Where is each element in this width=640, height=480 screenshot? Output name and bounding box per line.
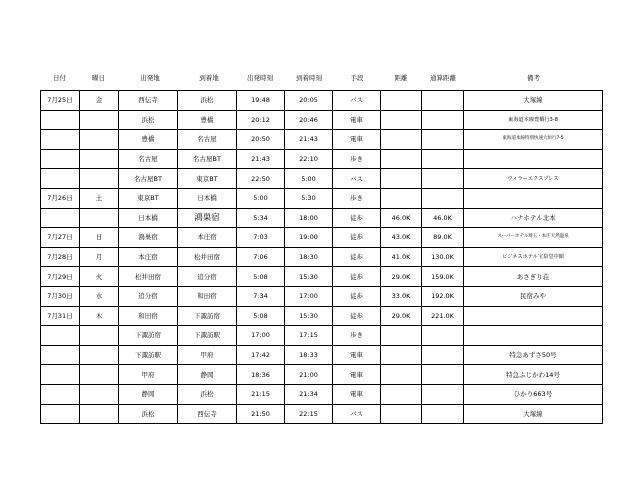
mode-cell: 電車 xyxy=(333,345,381,365)
distance-cell: 46.0K xyxy=(381,208,422,228)
arrive-time-cell: 15:30 xyxy=(285,267,333,287)
distance-cell: 29.0K xyxy=(381,306,422,326)
table-row xyxy=(41,188,603,208)
distance-cell xyxy=(381,404,422,424)
to-cell: 和田宿 xyxy=(178,286,237,306)
distance-cell xyxy=(381,365,422,385)
day-cell xyxy=(80,208,119,228)
mode-cell: 歩き xyxy=(333,188,381,208)
arrive-time-cell: 18:33 xyxy=(285,345,333,365)
total-distance-cell xyxy=(422,326,464,346)
distance-cell xyxy=(381,149,422,169)
arrive-time-cell: 20:46 xyxy=(285,110,333,130)
distance-cell xyxy=(381,188,422,208)
total-distance-cell: 130.0K xyxy=(422,247,464,267)
from-cell: 甲府 xyxy=(119,365,178,385)
remark-cell: ビジネスホテル宝泉堂中館 xyxy=(464,247,603,267)
remark-cell: 東海道本線特別快速大垣行7-5 xyxy=(464,130,603,150)
arrive-time-cell: 21:00 xyxy=(285,365,333,385)
date-cell: 7月31日 xyxy=(41,306,80,326)
date-cell xyxy=(41,404,80,424)
to-cell: 名古屋 xyxy=(178,130,237,150)
itinerary-table xyxy=(40,90,603,424)
arrive-time-cell: 5:30 xyxy=(285,188,333,208)
header-date: 日付 xyxy=(53,74,66,82)
distance-cell xyxy=(381,384,422,404)
to-cell: 鴻巣宿 xyxy=(178,208,237,228)
table-row xyxy=(41,384,603,404)
date-cell: 7月27日 xyxy=(41,228,80,248)
day-cell: 金 xyxy=(80,91,119,111)
date-cell xyxy=(41,345,80,365)
date-cell xyxy=(41,149,80,169)
from-cell: 和田宿 xyxy=(119,306,178,326)
total-distance-cell xyxy=(422,345,464,365)
to-cell: 東京BT xyxy=(178,169,237,189)
date-cell: 7月29日 xyxy=(41,267,80,287)
table-row xyxy=(41,404,603,424)
depart-time-cell: 18:36 xyxy=(237,365,285,385)
from-cell: 松井田宿 xyxy=(119,267,178,287)
distance-cell xyxy=(381,130,422,150)
remark-cell: ハナホテル北本 xyxy=(464,208,603,228)
depart-time-cell: 7:34 xyxy=(237,286,285,306)
remark-cell: ひかり663号 xyxy=(464,384,603,404)
itinerary-body xyxy=(41,91,603,424)
header-row xyxy=(40,73,602,83)
from-cell: 浜松 xyxy=(119,110,178,130)
mode-cell: 電車 xyxy=(333,110,381,130)
day-cell xyxy=(80,169,119,189)
arrive-time-cell: 22:10 xyxy=(285,149,333,169)
arrive-time-cell: 17:00 xyxy=(285,286,333,306)
arrive-time-cell: 19:00 xyxy=(285,228,333,248)
table-row xyxy=(41,149,603,169)
day-cell xyxy=(80,384,119,404)
mode-cell: 徒歩 xyxy=(333,228,381,248)
mode-cell: 徒歩 xyxy=(333,286,381,306)
to-cell: 名古屋BT xyxy=(178,149,237,169)
date-cell xyxy=(41,208,80,228)
day-cell xyxy=(80,130,119,150)
depart-time-cell: 17:00 xyxy=(237,326,285,346)
to-cell: 日本橋 xyxy=(178,188,237,208)
mode-cell: バス xyxy=(333,169,381,189)
from-cell: 浜松 xyxy=(119,404,178,424)
total-distance-cell xyxy=(422,365,464,385)
from-cell: 名古屋BT xyxy=(119,169,178,189)
distance-cell xyxy=(381,91,422,111)
arrive-time-cell: 5:00 xyxy=(285,169,333,189)
to-cell: 下諏訪宿 xyxy=(178,306,237,326)
depart-time-cell: 5:00 xyxy=(237,188,285,208)
remark-cell: 大塚線 xyxy=(464,91,603,111)
to-cell: 松井田宿 xyxy=(178,247,237,267)
total-distance-cell xyxy=(422,91,464,111)
header-to: 到着地 xyxy=(199,74,219,82)
arrive-time-cell: 22:15 xyxy=(285,404,333,424)
date-cell xyxy=(41,384,80,404)
table-row xyxy=(41,365,603,385)
table-row xyxy=(41,306,603,326)
remark-cell xyxy=(464,306,603,326)
depart-time-cell: 5:08 xyxy=(237,306,285,326)
date-cell xyxy=(41,169,80,189)
total-distance-cell: 89.0K xyxy=(422,228,464,248)
header-mode: 手段 xyxy=(350,74,364,82)
date-cell: 7月25日 xyxy=(41,91,80,111)
remark-cell: ウィラーエクスプレス xyxy=(464,169,603,189)
mode-cell: 歩き xyxy=(333,149,381,169)
day-cell xyxy=(80,326,119,346)
table-row xyxy=(41,286,603,306)
depart-time-cell: 5:08 xyxy=(237,267,285,287)
depart-time-cell: 21:50 xyxy=(237,404,285,424)
mode-cell: 徒歩 xyxy=(333,247,381,267)
arrive-time-cell: 20:05 xyxy=(285,91,333,111)
from-cell: 追分宿 xyxy=(119,286,178,306)
depart-time-cell: 20:12 xyxy=(237,110,285,130)
arrive-time-cell: 21:34 xyxy=(285,384,333,404)
header-remarks: 備考 xyxy=(527,74,540,82)
day-cell xyxy=(80,345,119,365)
distance-cell xyxy=(381,110,422,130)
distance-cell xyxy=(381,326,422,346)
date-cell: 7月30日 xyxy=(41,286,80,306)
total-distance-cell: 46.0K xyxy=(422,208,464,228)
distance-cell xyxy=(381,345,422,365)
total-distance-cell: 159.0K xyxy=(422,267,464,287)
from-cell: 本庄宿 xyxy=(119,247,178,267)
table-row xyxy=(41,345,603,365)
total-distance-cell xyxy=(422,169,464,189)
remark-cell: 民宿みや xyxy=(464,286,603,306)
day-cell xyxy=(80,365,119,385)
date-cell xyxy=(41,365,80,385)
day-cell: 月 xyxy=(80,247,119,267)
to-cell: 下諏訪駅 xyxy=(178,326,237,346)
remark-cell: 特急あずさ50号 xyxy=(464,345,603,365)
header-arrive: 到着時刻 xyxy=(296,74,322,82)
mode-cell: 徒歩 xyxy=(333,267,381,287)
depart-time-cell: 21:15 xyxy=(237,384,285,404)
remark-cell: あさぎり荘 xyxy=(464,267,603,287)
day-cell xyxy=(80,149,119,169)
table-row xyxy=(41,228,603,248)
total-distance-cell xyxy=(422,110,464,130)
remark-cell xyxy=(464,188,603,208)
mode-cell: 電車 xyxy=(333,365,381,385)
total-distance-cell: 221.0K xyxy=(422,306,464,326)
depart-time-cell: 17:42 xyxy=(237,345,285,365)
total-distance-cell xyxy=(422,384,464,404)
distance-cell: 41.0K xyxy=(381,247,422,267)
depart-time-cell: 7:03 xyxy=(237,228,285,248)
mode-cell: バス xyxy=(333,91,381,111)
from-cell: 豊橋 xyxy=(119,130,178,150)
table-row xyxy=(41,208,603,228)
table-row xyxy=(41,326,603,346)
mode-cell: 徒歩 xyxy=(333,306,381,326)
day-cell: 日 xyxy=(80,228,119,248)
day-cell: 火 xyxy=(80,267,119,287)
mode-cell: 徒歩 xyxy=(333,208,381,228)
remark-cell: 大塚線 xyxy=(464,404,603,424)
total-distance-cell xyxy=(422,404,464,424)
header-from: 出発地 xyxy=(140,74,160,82)
arrive-time-cell: 15:30 xyxy=(285,306,333,326)
to-cell: 浜松 xyxy=(178,384,237,404)
from-cell: 日本橋 xyxy=(119,208,178,228)
distance-cell: 29.0K xyxy=(381,267,422,287)
from-cell: 東京BT xyxy=(119,188,178,208)
table-row xyxy=(41,267,603,287)
from-cell: 下諏訪駅 xyxy=(119,345,178,365)
arrive-time-cell: 18:00 xyxy=(285,208,333,228)
header-day: 曜日 xyxy=(92,74,105,82)
depart-time-cell: 20:50 xyxy=(237,130,285,150)
header-distance: 距離 xyxy=(394,74,408,82)
table-row xyxy=(41,110,603,130)
depart-time-cell: 22:50 xyxy=(237,169,285,189)
date-cell xyxy=(41,326,80,346)
header-depart: 出発時刻 xyxy=(247,74,273,82)
from-cell: 名古屋 xyxy=(119,149,178,169)
table-row xyxy=(41,169,603,189)
to-cell: 本庄宿 xyxy=(178,228,237,248)
table-row xyxy=(41,130,603,150)
total-distance-cell: 192.0K xyxy=(422,286,464,306)
to-cell: 甲府 xyxy=(178,345,237,365)
mode-cell: 電車 xyxy=(333,384,381,404)
arrive-time-cell: 17:15 xyxy=(285,326,333,346)
table-row xyxy=(41,247,603,267)
to-cell: 浜松 xyxy=(178,91,237,111)
date-cell: 7月28日 xyxy=(41,247,80,267)
total-distance-cell xyxy=(422,130,464,150)
day-cell xyxy=(80,404,119,424)
mode-cell: 電車 xyxy=(333,130,381,150)
from-cell: 下諏訪宿 xyxy=(119,326,178,346)
to-cell: 西伝寺 xyxy=(178,404,237,424)
total-distance-cell xyxy=(422,188,464,208)
to-cell: 追分宿 xyxy=(178,267,237,287)
remark-cell xyxy=(464,149,603,169)
date-cell xyxy=(41,130,80,150)
distance-cell: 43.0K xyxy=(381,228,422,248)
depart-time-cell: 21:43 xyxy=(237,149,285,169)
day-cell xyxy=(80,110,119,130)
arrive-time-cell: 18:30 xyxy=(285,247,333,267)
distance-cell xyxy=(381,169,422,189)
day-cell: 木 xyxy=(80,306,119,326)
distance-cell: 33.0K xyxy=(381,286,422,306)
remark-cell: スーパーホテル埼玉・本庄天然温泉 xyxy=(464,228,603,248)
to-cell: 豊橋 xyxy=(178,110,237,130)
header-total: 通算距離 xyxy=(430,74,456,82)
remark-cell: 東海道本線豊橋行3-8 xyxy=(464,110,603,130)
from-cell: 西伝寺 xyxy=(119,91,178,111)
mode-cell: バス xyxy=(333,404,381,424)
remark-cell: 特急ふじかわ14号 xyxy=(464,365,603,385)
day-cell: 土 xyxy=(80,188,119,208)
depart-time-cell: 5:34 xyxy=(237,208,285,228)
total-distance-cell xyxy=(422,149,464,169)
date-cell xyxy=(41,110,80,130)
mode-cell: 歩き xyxy=(333,326,381,346)
from-cell: 静岡 xyxy=(119,384,178,404)
remark-cell xyxy=(464,326,603,346)
depart-time-cell: 7:06 xyxy=(237,247,285,267)
from-cell: 鴻巣宿 xyxy=(119,228,178,248)
date-cell: 7月26日 xyxy=(41,188,80,208)
depart-time-cell: 19:48 xyxy=(237,91,285,111)
table-row xyxy=(41,91,603,111)
arrive-time-cell: 21:43 xyxy=(285,130,333,150)
to-cell: 静岡 xyxy=(178,365,237,385)
day-cell: 水 xyxy=(80,286,119,306)
